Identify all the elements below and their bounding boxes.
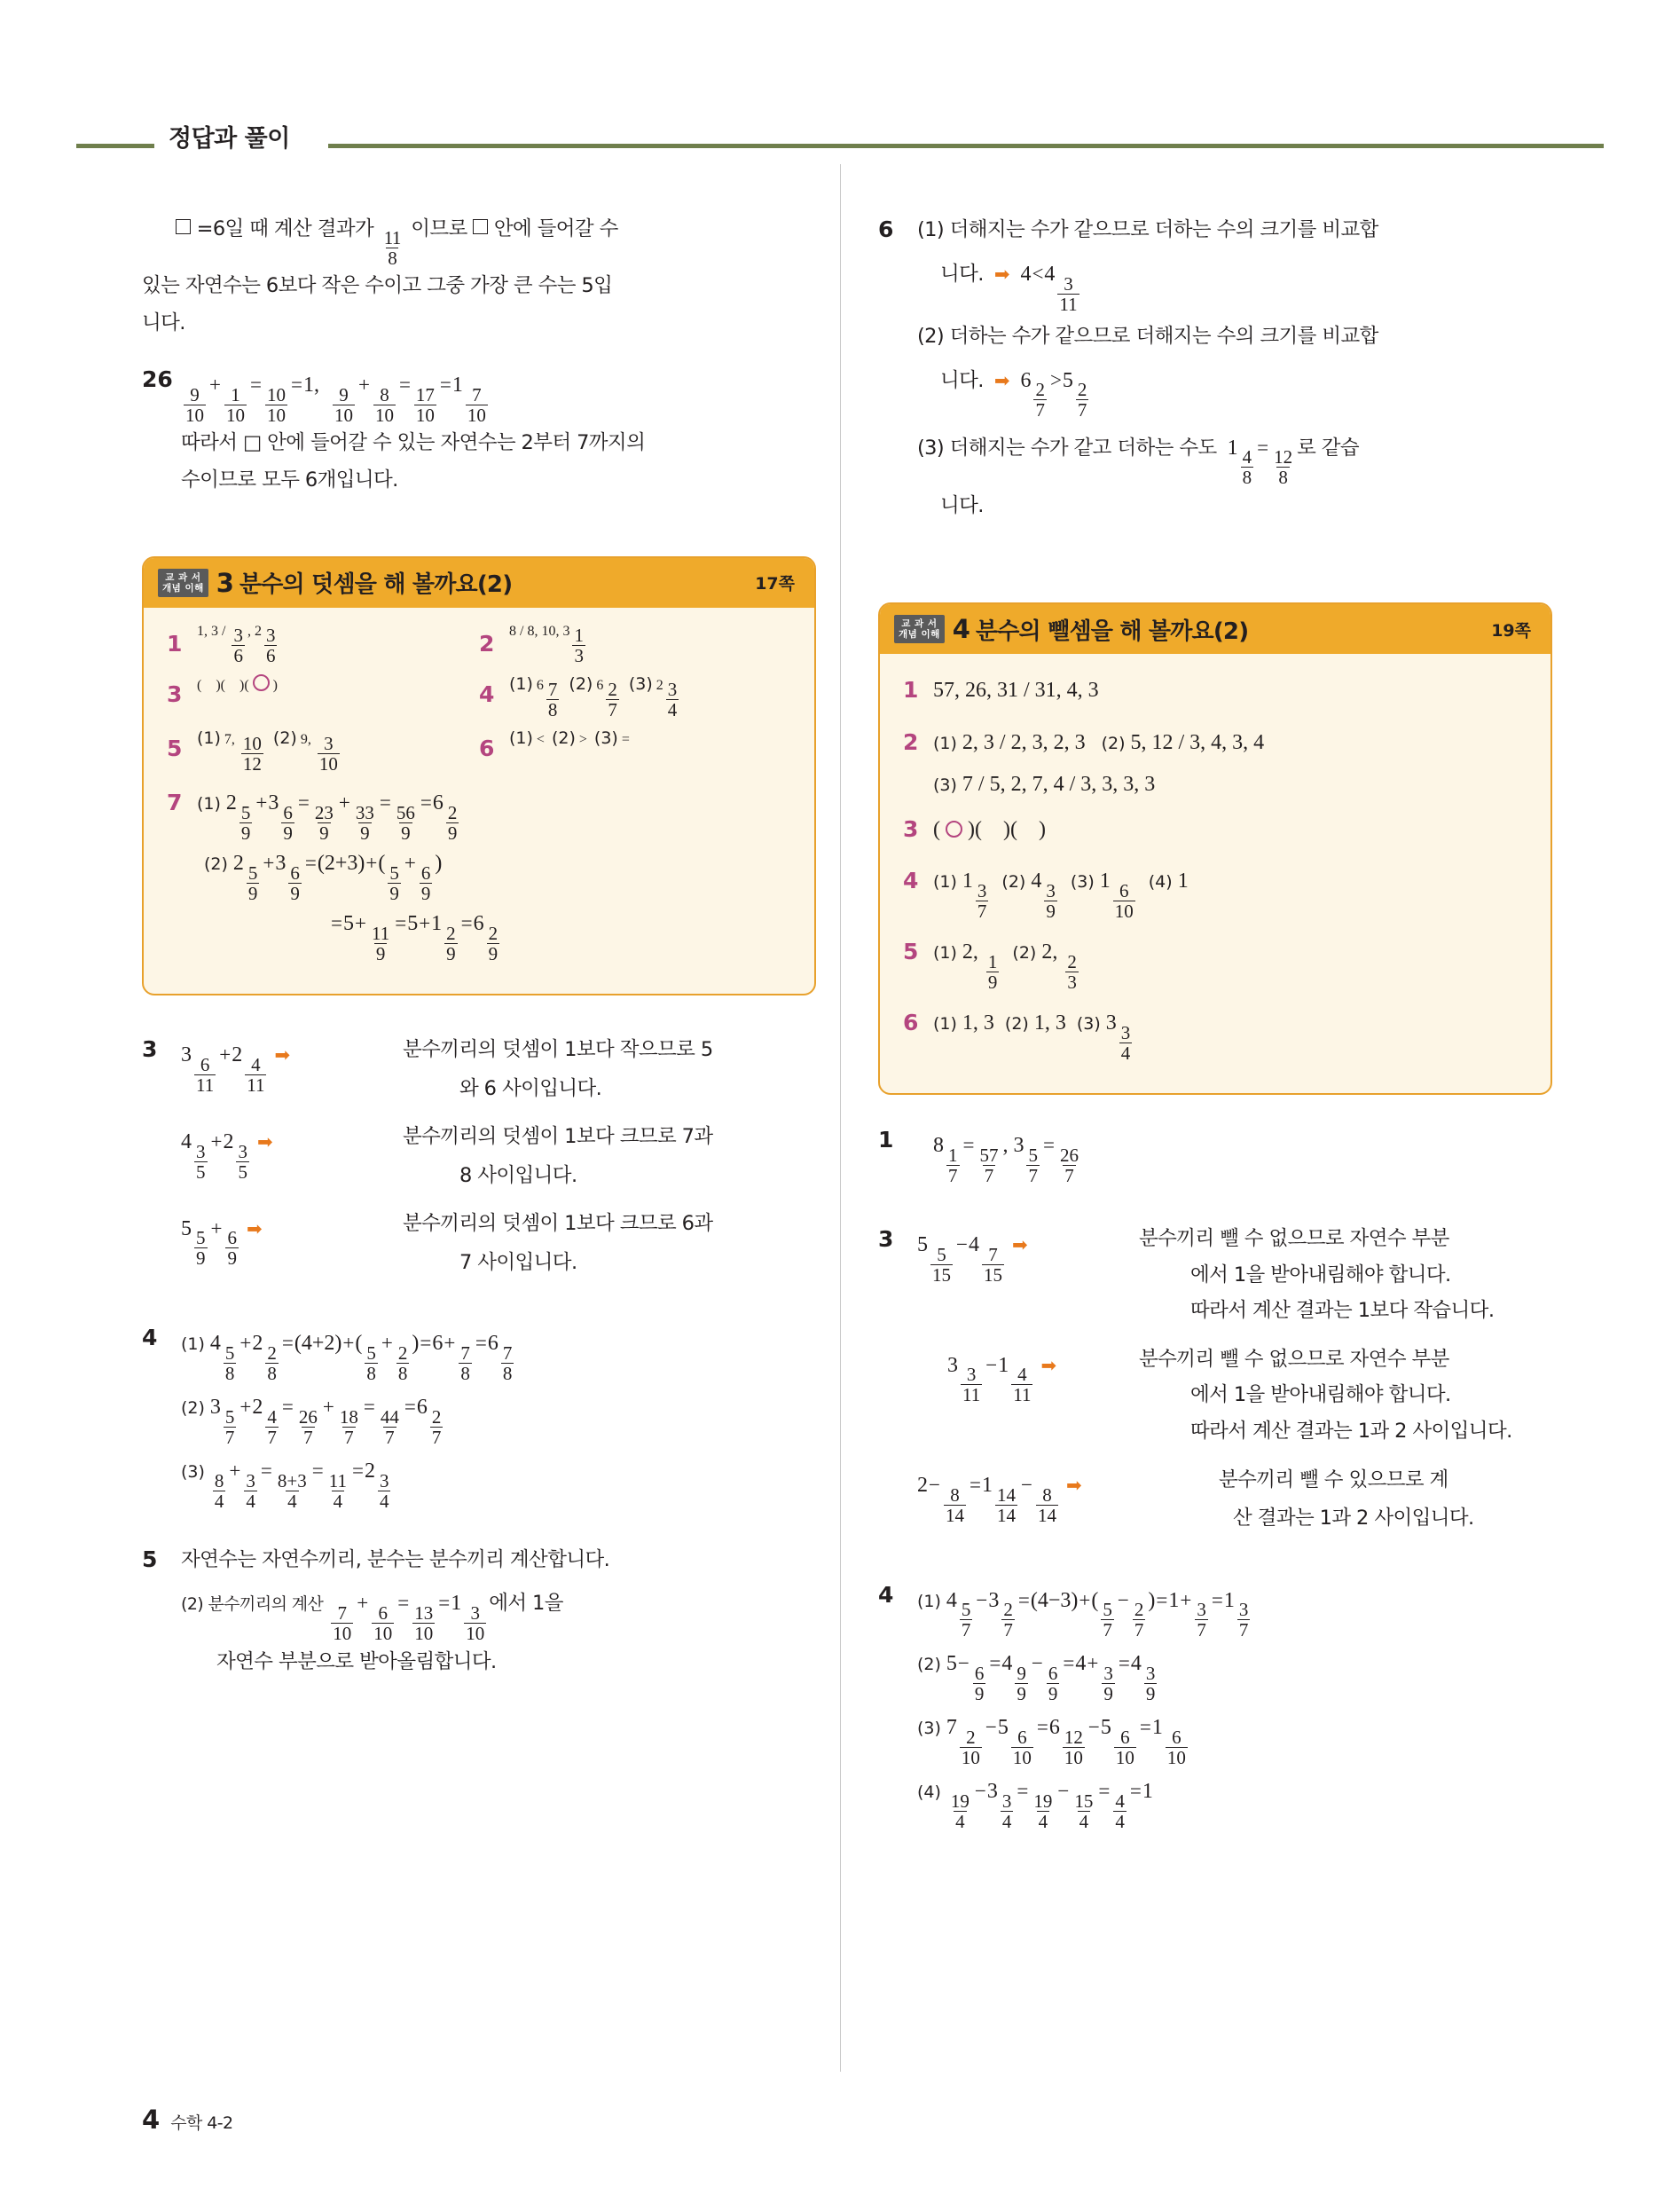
- item4-line2: (2) 3 $\frac{5}{7}$ +2 $\frac{4}{7}$ = $\frac{26}{7}$ + $\frac{18}{7}$ = $\frac{44}{7}$ =6 $\frac{2}{7}$: [181, 1396, 442, 1449]
- solution-item-1-right: [878, 1121, 1552, 1185]
- item-26-text2: 수이므로 모두 6개입니다.: [181, 468, 398, 492]
- item3-row3-text2: 7 사이입니다.: [459, 1250, 577, 1274]
- item3r-row2-text2: 에서 1을 받아내림해야 합니다.: [1190, 1383, 1451, 1407]
- item6-p2-expr: 니다. ➡ 6 $\frac{2}{7}$ >5 $\frac{2}{7}$: [940, 368, 1087, 421]
- solution-item-3-left: [142, 1031, 816, 1282]
- item1-expr: 8 $\frac{1}{7}$ = $\frac{57}{7}$ , 3 $\frac{5}{7}$ = $\frac{26}{7}$: [933, 1134, 1079, 1186]
- item3-row-2: 4 $\frac{3}{5}$ +2 $\frac{3}{5}$ ➡ 분수끼리의 덧셈이 1보다 크므로 7과 8 사이입니다.: [181, 1118, 816, 1196]
- textbook-badge: 교 과 서 개념 이해: [894, 615, 945, 643]
- item3r-row1-text3: 따라서 계산 결과는 1보다 작습니다.: [1190, 1299, 1495, 1323]
- item6-p3-text2: 니다.: [940, 494, 984, 518]
- item3-row-3: 5 $\frac{5}{9}$ + $\frac{6}{9}$ ➡ 분수끼리의 덧셈이 1보다 크므로 6과 7 사이입니다.: [181, 1205, 816, 1283]
- item4r-line1: (1) 4 $\frac{5}{7}$ −3 $\frac{2}{7}$ =(4−3)+( $\frac{5}{7}$ − $\frac{2}{7}$ )=1+ $\frac{3}{7}$ =1 $\frac{3}{7}$: [917, 1588, 1249, 1641]
- page-title: 정답과 풀이: [169, 125, 290, 153]
- concept-3-number: 3: [216, 567, 234, 598]
- right-column: [878, 211, 1552, 1840]
- item-5-label: 5: [142, 1546, 158, 1573]
- item3-row2-text2: 8 사이입니다.: [459, 1163, 577, 1187]
- item4r-line4: (4) $\frac{19}{4}$ −3 $\frac{3}{4}$ = $\frac{19}{4}$ − $\frac{15}{4}$ = $\frac{4}{4}$ =1: [917, 1780, 1153, 1833]
- item-26-label: 26: [142, 366, 173, 393]
- concept4-answer-2-line2: (3) 7 / 5, 2, 7, 4 / 3, 3, 3, 3: [933, 772, 1156, 796]
- item-4-label-right: 4: [878, 1581, 894, 1608]
- solution-item-5-left: [142, 1541, 816, 1682]
- item3-row2-text1: 분수끼리의 덧셈이 1보다 크므로 7과: [403, 1124, 713, 1148]
- concept-3-title: 분수의 덧셈을 해 볼까요(2): [239, 571, 513, 599]
- concept3-answer-7-2: (2) 2 $\frac{5}{9}$ +3 $\frac{6}{9}$ =(2+3)+( $\frac{5}{9}$ + $\frac{6}{9}$ ): [204, 852, 443, 905]
- concept4-answer-1-text: 57, 26, 31 / 31, 4, 3: [933, 679, 1099, 703]
- item6-p3: (3) 더해지는 수가 같고 더하는 수도 1 $\frac{4}{8}$ = $\frac{12}{8}$ 로 같습: [917, 436, 1360, 489]
- item6-p1-expr: 니다. ➡ 4<4 $\frac{3}{11}$: [940, 262, 1078, 315]
- intro-line1a: =6일 때 계산 결과가: [196, 217, 374, 240]
- item-6-label: 6: [878, 216, 894, 242]
- solution-item-4-right: [878, 1577, 1552, 1832]
- circle-mark-icon: [253, 674, 270, 691]
- item4-line3: (3) $\frac{8}{4}$ + $\frac{3}{4}$ = $\frac{8+3}{4}$ = $\frac{11}{4}$ =2 $\frac{3}{4}$: [181, 1460, 389, 1512]
- arrow-icon: ➡: [993, 263, 1010, 285]
- concept-box-3: [142, 556, 816, 996]
- item3r-row-1: 5 $\frac{5}{15}$ −4 $\frac{7}{15}$ ➡ 분수끼리 뺄 수 없으므로 자연수 부분 에서 1을 받아내림해야 합니다. 따라서 계산 결과는 1보다 작습니다.: [917, 1221, 1552, 1329]
- concept-box-4: [878, 602, 1552, 1095]
- concept4-answer-3: 3 ( )( )( ): [903, 815, 1046, 842]
- concept-4-title: 분수의 뺄셈을 해 볼까요(2): [975, 618, 1249, 645]
- arrow-icon: ➡: [256, 1130, 273, 1153]
- concept4-answer-2-line1: (1) 2, 3 / 2, 3, 2, 3 (2) 5, 12 / 3, 4, 3, 4: [933, 731, 1265, 755]
- header-rule-right: [328, 144, 1604, 148]
- concept3-answer-7-3: =5+ $\frac{11}{9}$ =5+1 $\frac{2}{9}$ =6 $\frac{2}{9}$: [331, 912, 499, 965]
- item3r-row-2: 3 $\frac{3}{11}$ −1 $\frac{4}{11}$ ➡ 분수끼리 뺄 수 없으므로 자연수 부분 에서 1을 받아내림해야 합니다. 따라서 계산 결과는 1과 2 사이입니다.: [917, 1342, 1552, 1450]
- blank-box-icon-2: [473, 219, 488, 234]
- arrow-icon: ➡: [246, 1217, 263, 1239]
- intro-line3: 니다.: [142, 311, 185, 334]
- page-header: [0, 114, 1680, 163]
- concept4-answer-6: 6 (1) 1, 3 (2) 1, 3 (3) 3 $\frac{3}{4}$: [903, 1010, 1131, 1065]
- item-26-math: $\frac{9}{10}$ + $\frac{1}{10}$ = $\frac{10}{10}$ =1, $\frac{9}{10}$ + $\frac{8}{10}$ = $\frac{17}{10}$ =1 $\frac{7}{10}$: [185, 374, 486, 427]
- concept-4-number: 4: [952, 614, 970, 645]
- item-3-label: 3: [142, 1036, 158, 1063]
- item3r-row1-text2: 에서 1을 받아내림해야 합니다.: [1190, 1263, 1451, 1286]
- intro-line1c: 안에 들어갈 수: [493, 217, 618, 240]
- item-4-label: 4: [142, 1325, 158, 1351]
- solution-item-3-right: [878, 1221, 1552, 1538]
- arrow-icon: ➡: [993, 369, 1010, 391]
- intro-line1b: 이므로: [411, 217, 467, 240]
- concept3-answer-3: 3 ( )( )( ): [167, 674, 479, 720]
- concept3-answer-6: 6 (1) < (2) > (3) =: [479, 728, 630, 762]
- concept3-answer-7-1: (1) 2 $\frac{5}{9}$ +3 $\frac{6}{9}$ = $\frac{23}{9}$ + $\frac{33}{9}$ = $\frac{56}{9}$ =6 $\frac{2}{9}$: [197, 791, 458, 845]
- concept4-answer-2: 2 (1) 2, 3 / 2, 3, 2, 3 (2) 5, 12 / 3, 4, 3, 4 (3) 7 / 5, 2, 7, 4 / 3, 3, 3, 3: [903, 722, 1527, 806]
- item6-p1-text2: 니다.: [940, 262, 984, 286]
- item3r-row1-text1: 분수끼리 뺄 수 없으므로 자연수 부분: [1139, 1227, 1449, 1251]
- item3-row1-text1: 분수끼리의 덧셈이 1보다 작으므로 5: [403, 1038, 713, 1062]
- concept4-answer-5: 5 (1) 2, $\frac{1}{9}$ (2) 2, $\frac{2}{3}$: [903, 939, 1077, 994]
- concept-3-page: 17쪽: [755, 574, 795, 594]
- concept3-answer-4: 4 (1) 6 $\frac{7}{8}$ (2) 6 $\frac{2}{7}$ (3) 2 $\frac{3}{4}$: [479, 673, 678, 721]
- solution-item-26: [142, 361, 816, 499]
- item6-p2-text2: 니다.: [940, 368, 984, 392]
- blank-box-icon: [176, 219, 191, 234]
- arrow-icon: ➡: [1011, 1234, 1028, 1256]
- item-26-text1: 따라서 □ 안에 들어갈 수 있는 자연수는 2부터 7까지의: [181, 431, 646, 455]
- item3-row-1: 3 $\frac{6}{11}$ +2 $\frac{4}{11}$ ➡ 분수끼리의 덧셈이 1보다 작으므로 5 와 6 사이입니다.: [181, 1031, 816, 1109]
- concept3-answer-1: 1 1, 3 / $\frac{3}{6}$ , 2 $\frac{3}{6}$: [167, 623, 276, 666]
- item3r-row2-text1: 분수끼리 뺄 수 없으므로 자연수 부분: [1139, 1347, 1449, 1371]
- item3-row3-text1: 분수끼리의 덧셈이 1보다 크므로 6과: [403, 1211, 713, 1235]
- concept-4-header: [880, 604, 1550, 654]
- circle-mark-icon: [946, 821, 962, 838]
- item3r-row3-text2: 산 결과는 1과 2 사이입니다.: [1233, 1506, 1474, 1530]
- arrow-icon: ➡: [1065, 1475, 1082, 1497]
- solution-item-4-left: [142, 1319, 816, 1511]
- concept3-answer-2: 2 8 / 8, 10, 3 $\frac{1}{3}$: [479, 623, 584, 666]
- item6-p1-text: (1) 더해지는 수가 같으므로 더하는 수의 크기를 비교합: [917, 218, 1378, 241]
- header-rule-left: [76, 144, 154, 148]
- item3r-row-3: 2− $\frac{8}{14}$ =1 $\frac{14}{14}$ − $\frac{8}{14}$ ➡ 분수끼리 뺄 수 있으므로 계 산 결과는 1과 2 사이입니다.: [917, 1461, 1552, 1538]
- item6-p3-text: (3) 더해지는 수가 같고 더하는 수도: [917, 436, 1217, 460]
- footer-page-number: 4: [142, 2105, 161, 2135]
- arrow-icon: ➡: [274, 1044, 291, 1066]
- page-footer: [142, 2105, 232, 2135]
- item3r-row3-text1: 분수끼리 뺄 수 있으므로 계: [1219, 1468, 1448, 1492]
- concept3-answer-5: 5 (1) 7, $\frac{10}{12}$ (2) 9, $\frac{3}{10}$: [167, 728, 338, 775]
- item4r-line3: (3) 7 $\frac{2}{10}$ −5 $\frac{6}{10}$ =6 $\frac{12}{10}$ −5 $\frac{6}{10}$ =1 $\frac{6}{10}$: [917, 1716, 1186, 1769]
- concept4-answer-1: 1 57, 26, 31 / 31, 4, 3: [903, 670, 1527, 712]
- intro-line2: 있는 자연수는 6보다 작은 수이고 그중 가장 큰 수는 5입: [142, 274, 613, 298]
- item3r-row2-text3: 따라서 계산 결과는 1과 2 사이입니다.: [1190, 1419, 1512, 1443]
- textbook-badge: 교 과 서 개념 이해: [158, 569, 208, 597]
- concept-4-page: 19쪽: [1491, 620, 1531, 641]
- item6-p3-text-b: 로 같습: [1297, 436, 1360, 460]
- concept4-answer-4: 4 (1) 1 $\frac{3}{7}$ (2) 4 $\frac{3}{9}$ (3) 1 $\frac{6}{10}$ (4) 1: [903, 868, 1189, 923]
- item5-line3: 자연수 부분으로 받아올림합니다.: [216, 1649, 497, 1673]
- item-3-label-right: 3: [878, 1226, 894, 1253]
- fraction-11-8: $\frac{11}{8}$: [383, 227, 401, 270]
- concept3-answer-7: 7 (1) 2 $\frac{5}{9}$ +3 $\frac{6}{9}$ = $\frac{23}{9}$ + $\frac{33}{9}$ = $\frac{56}{9}$ =6 $\frac{2}{9}$ (2) 2 $\frac{5}{9}$ +3 $\frac{6}{9}$ =(2+3)+( $\frac{5}{9}$ + $\frac{6}{9}$ ) =5+ $\frac{11}{9}$ =5+1 $\frac{2}{9}$ =6 $\frac{2}{9}$: [167, 783, 791, 964]
- item5-line2: (2) 분수끼리의 계산 $\frac{7}{10}$ + $\frac{6}{10}$ = $\frac{13}{10}$ =1 $\frac{3}{10}$ 에서 1을: [181, 1591, 563, 1644]
- item6-p2-text: (2) 더하는 수가 같으므로 더해지는 수의 크기를 비교합: [917, 324, 1378, 348]
- intro-block: [142, 211, 816, 342]
- item4r-line2: (2) 5− $\frac{6}{9}$ =4 $\frac{9}{9}$ − $\frac{6}{9}$ =4+ $\frac{3}{9}$ =4 $\frac{3}{9}$: [917, 1652, 1156, 1705]
- left-column: [142, 211, 816, 1691]
- concept-3-header: [144, 558, 814, 608]
- item-1-label: 1: [878, 1127, 894, 1153]
- solution-item-6-right: [878, 211, 1552, 526]
- item4-line1: (1) 4 $\frac{5}{8}$ +2 $\frac{2}{8}$ =(4+2)+( $\frac{5}{8}$ + $\frac{2}{8}$ )=6+ $\frac{7}{8}$ =6 $\frac{7}{8}$: [181, 1332, 513, 1385]
- concept-4-body: [880, 654, 1550, 1093]
- column-divider: [840, 164, 841, 2072]
- arrow-icon: ➡: [1040, 1354, 1057, 1376]
- footer-subject: 수학 4-2: [170, 2113, 233, 2133]
- item5-line1: 자연수는 자연수끼리, 분수는 분수끼리 계산합니다.: [181, 1548, 610, 1572]
- concept-3-body: [144, 608, 814, 995]
- item3-row1-text2: 와 6 사이입니다.: [459, 1077, 602, 1100]
